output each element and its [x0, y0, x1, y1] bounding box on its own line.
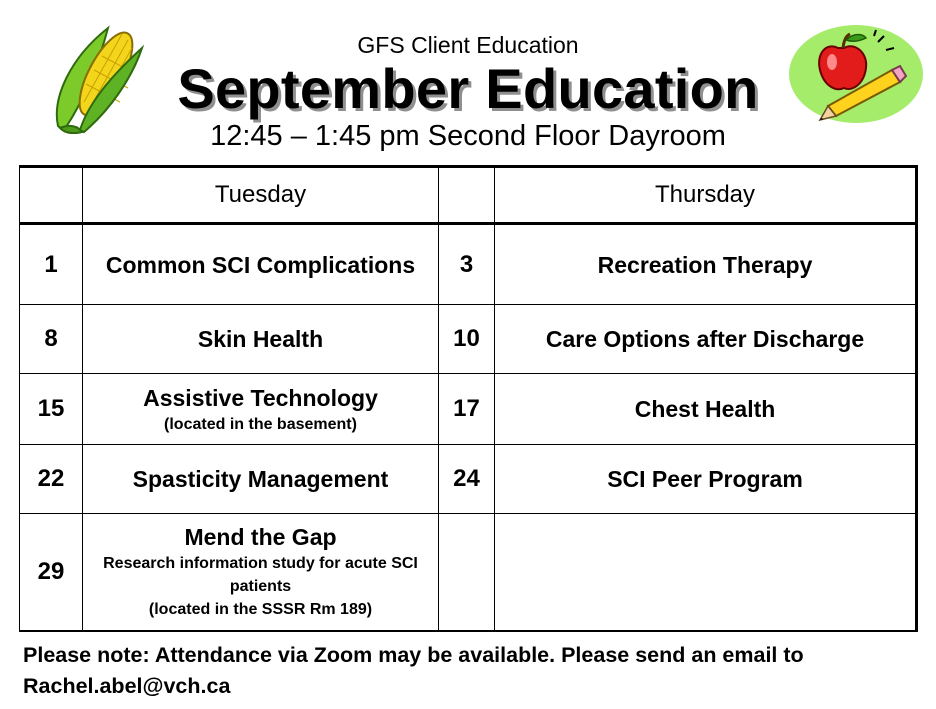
header-cell-date-thu: [439, 167, 495, 224]
header-cell-thursday: Thursday: [495, 167, 917, 224]
table-row: [20, 514, 917, 631]
thursday-date: 10: [439, 305, 495, 374]
tuesday-topic: Spasticity Management: [83, 445, 439, 514]
study-description: Research information study for acute SCI patients: [103, 555, 418, 596]
thursday-topic: Care Options after Discharge: [495, 305, 917, 374]
tuesday-topic: [83, 374, 439, 445]
thursday-topic: [495, 514, 917, 631]
tuesday-date: 1: [20, 224, 83, 305]
thursday-date: 17: [439, 374, 495, 445]
tuesday-date: 22: [20, 445, 83, 514]
table-row: [20, 305, 917, 374]
location-note: (located in the basement): [164, 415, 357, 433]
tuesday-date: 8: [20, 305, 83, 374]
table-row: [20, 445, 917, 514]
topic-title: Mend the Gap: [184, 524, 337, 551]
organization-name: GFS Client Education: [357, 32, 579, 58]
topic-title: Common SCI Complications: [105, 251, 416, 278]
location-note: (located in the SSSR Rm 189): [148, 601, 373, 619]
attendance-note: Please note: Attendance via Zoom may be available. Please send an email to Rachel.abel@vch.ca: [23, 643, 804, 698]
table-row: [20, 224, 917, 305]
thursday-topic: SCI Peer Program: [495, 445, 917, 514]
table-row: [20, 374, 917, 445]
header-cell-tuesday: Tuesday: [83, 167, 439, 224]
thursday-topic: Chest Health: [495, 374, 917, 445]
tuesday-date: 29: [20, 514, 83, 631]
tuesday-date: 15: [20, 374, 83, 445]
tuesday-topic: [83, 514, 439, 631]
table-header-row: [20, 167, 917, 224]
header-cell-date-tue: [20, 167, 83, 224]
session-time-location: 12:45 – 1:45 pm Second Floor Dayroom: [210, 120, 726, 152]
thursday-date: 24: [439, 445, 495, 514]
tuesday-topic: [83, 224, 439, 305]
topic-title: Assistive Technology: [143, 384, 378, 411]
page-title: September Education: [177, 57, 759, 120]
thursday-date: [439, 514, 495, 631]
schedule-table: [19, 165, 918, 632]
thursday-date: 3: [439, 224, 495, 305]
tuesday-topic: Skin Health: [83, 305, 439, 374]
thursday-topic: Recreation Therapy: [495, 224, 917, 305]
